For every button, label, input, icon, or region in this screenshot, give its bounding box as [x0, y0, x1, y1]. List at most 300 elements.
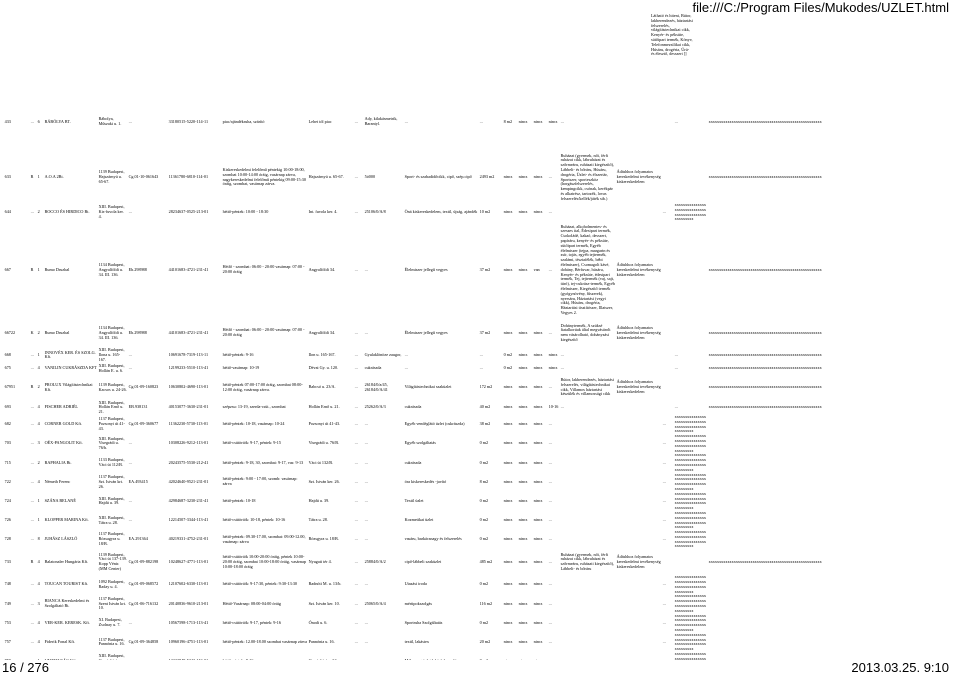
table-row — [4, 203, 949, 222]
table-cell: 668 — [4, 351, 11, 357]
table-cell: ... — [364, 459, 368, 465]
table-cell: héttő-péntek: 9-18, 30, szombat: 9-17, vas: 9-13 — [222, 459, 304, 465]
table-cell: nincs — [548, 118, 558, 124]
table-cell: 67951 — [4, 384, 16, 390]
table-cell: PROLUX Világítástechnikai Kft. — [44, 381, 93, 392]
table-cell: 1 — [37, 497, 40, 503]
table-cell: Cg.01-06-716132 — [128, 600, 159, 606]
table-cell: XIII. Budapest, Hajdú u. 39. — [98, 495, 125, 506]
table-cell: 1134 Budapest, Angyalföldi u. 34. III. 136. — [98, 324, 125, 340]
table-cell: 6 — [37, 118, 40, 124]
table-cell: ... — [354, 266, 358, 272]
table-cell — [662, 92, 674, 152]
table-cell: xxxxxxxxxxxxxxxxxxxxxxxxxxxxxxxxxxxxxxxxxxxxxxxxxxxxxx — [674, 203, 706, 222]
table-cell: ... — [364, 619, 368, 625]
table-cell: 0 m2 — [479, 536, 489, 542]
table-cell: Textil üzlet — [404, 497, 424, 503]
table-cell: 10248627-4771-113-01 — [168, 558, 209, 564]
table-cell: 0 m2 — [503, 351, 513, 357]
table-cell: ... — [30, 459, 34, 465]
table-cell — [560, 453, 616, 472]
table-cell: ... — [662, 517, 666, 523]
table-cell: nincs — [533, 478, 543, 484]
table-cell: nincs — [518, 404, 528, 410]
table-cell — [616, 492, 662, 511]
table-cell: 675 — [4, 365, 11, 371]
table-row — [4, 614, 949, 633]
table-cell: xxxxxxxxxxxxxxxxxxxxxxxxxxxxxxxxxxxxxxxxxxxxxxxxxxxxxx — [674, 575, 706, 594]
table-cell — [616, 363, 662, 375]
table-cell — [533, 652, 548, 660]
table-cell: Cg.01-09-360677 — [128, 421, 159, 427]
table-cell: nincs — [503, 639, 513, 645]
table-cell: nincs — [518, 459, 528, 465]
table-cell: nincs — [503, 517, 513, 523]
table-cell — [4, 652, 30, 660]
table-cell: héttő-csütörtök: 9-17, péntek: 9-16 — [222, 619, 281, 625]
table-cell: xxxxxxxxxxxxxxxxxxxxxxxxxxxxxxxxxxxxxxxxxxxxxxxxxxxxxx — [708, 384, 822, 390]
table-cell: Dévai Gy. u. 120. — [308, 365, 339, 371]
table-cell: INNOVÉX KER. ÉS SZOLG. Kft. — [44, 349, 96, 360]
table-cell: Élelmiszer jellegű vegyes — [404, 329, 448, 335]
table-cell — [616, 511, 662, 530]
table-cell: ... — [404, 118, 408, 124]
table-cell: ... — [30, 118, 34, 124]
table-cell: 2 — [37, 329, 40, 335]
table-cell: héttő-péntek: 09.30-17.00, szombat: 09.00-12.00, vasárnap: zárva — [222, 533, 306, 544]
table-cell: ... — [662, 497, 666, 503]
table-cell: 10630802-4690-113-01 — [168, 384, 209, 390]
table-cell: Lehet tól piac — [308, 118, 332, 124]
table-cell: 4 — [37, 478, 40, 484]
table-cell: ... — [662, 600, 666, 606]
table-cell: Bútor, lakberendezés, háztartási felszerelés, világítástechnikai cikk, Villamos háztartási készülék és villamossági cikk — [560, 376, 614, 397]
table-cell: xxxxxxxxxxxxxxxxxxxxxxxxxxxxxxxxxxxxxxxxxxxxxxxxxxxxxx — [708, 351, 822, 357]
table-cell — [354, 652, 364, 660]
table-cell: nincs — [518, 365, 528, 371]
table-cell: xxxxxxxxxxxxxxxxxxxxxxxxxxxxxxxxxxxxxxxxxxxxxxxxxxxxxx — [674, 434, 706, 453]
table-cell: 11362230-5730-113-01 — [168, 421, 209, 427]
table-cell: 726 — [4, 517, 11, 523]
file-path-header: file:///C:/Program Files/Mukodes/UZLET.html — [692, 0, 949, 15]
table-cell: xxxxxxxxxxxxxxxxxxxxxxxxxxxxxxxxxxxxxxxxxxxxxxxxxxxxxx — [708, 365, 822, 371]
table-cell: 749 — [4, 600, 11, 606]
table-cell: Angyalföldi 34. — [308, 266, 336, 272]
table-cell: nincs — [518, 174, 528, 180]
table-cell: Héttő-Vasárnap: 08:00-04:00 óráig — [222, 600, 281, 606]
table-cell: 3 — [37, 600, 40, 606]
print-datetime: 2013.03.25. 9:10 — [851, 660, 949, 675]
table-row — [4, 92, 949, 152]
table-cell — [503, 652, 518, 660]
table-cell: ... — [354, 459, 358, 465]
table-cell — [662, 222, 674, 318]
table-cell — [662, 401, 674, 415]
table-cell: ... — [662, 209, 666, 215]
table-cell: 757 — [4, 639, 11, 645]
table-cell: Ruházat, alkoholmentes- és szeszes ital, Édesipari termék, Csokoládé, kakaó, desszert, papíráru, kenyér- és péksüte, sütőipari termék, Egyéb élelmiszer (tejpa, margarin és zsír, tojás, egyéb tejtermék, szalámi, tésztafélék, bébi élelmiszer), Csomagolt kávé, dohány, Bérfuvar, húsáru, Kenyér- és péksüte, édesipari termék, Tej, tejtermék (vaj, sajt, túró), tej-cukrász-termék, Egyéb élelmiszer, Kiegészítő termék (gyógynövény, fűszerek), nyersáru, Háztartási (vegyi cikk), Húsáru, drogéria, Háztartási tisztítószer, Illatszer, Vegyes 2. — [560, 223, 616, 315]
table-cell: ... — [128, 517, 132, 523]
table-cell: Angyalföldi 34. — [308, 329, 336, 335]
table-cell: Rózsgyra u. 18/B. — [308, 536, 339, 542]
table-cell: nincs — [503, 600, 513, 606]
table-cell — [479, 652, 503, 660]
table-cell: nincs — [533, 209, 543, 215]
table-cell: 2493 m2 — [479, 174, 495, 180]
top-fragment-text: Látható és hiteni, Bútor, lakberendezés, háztartási felszerelés, világítástechnikai cikk, Kenyér- és péksüte, sütőipari termék, Könyv, Telefonmezsilikai cikk, Húsáru, drogéria, Ürü- és élesztő, desszert [] — [651, 13, 693, 57]
table-row — [4, 530, 949, 549]
table-cell: 40 m2 — [479, 404, 491, 410]
table-cell: Váci út 132/B. — [308, 459, 334, 465]
table-row — [4, 434, 949, 453]
table-row — [4, 415, 949, 434]
table-cell: Babcsó u. 23/A. — [308, 384, 336, 390]
table-cell: Szt. István ker. 10. — [308, 600, 340, 606]
table-cell: Sportruha Szolgáltatás — [404, 619, 443, 625]
table-cell: Hajdú u. 39. — [308, 497, 330, 503]
table-cell — [674, 152, 708, 203]
table-cell: Hétfő - szombat: 06:00 - 20:00 vasárnap: 07:00 - 20:00 óráig — [222, 327, 305, 338]
table-cell: 10567598-1713-113-41 — [168, 619, 209, 625]
table-cell: ... — [128, 209, 132, 215]
table-cell: ... — [30, 209, 34, 215]
table-cell: nincs — [503, 404, 513, 410]
table-cell: 20140836-9610-213-01 — [168, 600, 209, 606]
table-cell: Világítástechnikai szaküzlet — [404, 384, 452, 390]
table-cell: Élelmiszer jellegű vegyes — [404, 266, 448, 272]
table-cell: 10960196-4751-113-01 — [168, 639, 209, 645]
table-cell: 0 m2 — [503, 365, 513, 371]
table-cell: Fiderik Fonal Kft. — [44, 639, 75, 645]
table-cell: ... — [354, 404, 358, 410]
table-cell: RAPHALIA Bt. — [44, 459, 72, 465]
table-cell: 10 m2 — [479, 209, 491, 215]
table-cell: ... — [30, 404, 34, 410]
table-cell: XIII. Budapest, Visegrádi u. 76/b. — [98, 435, 125, 451]
table-cell: nincs — [533, 329, 543, 335]
table-cell: XIII. Budapest, Ilona u. 165-167. — [98, 348, 125, 362]
table-cell — [560, 415, 616, 434]
table-cell — [616, 348, 662, 362]
table-cell: ... — [30, 536, 34, 542]
table-cell: ... — [560, 351, 564, 357]
table-cell — [616, 473, 662, 492]
table-cell: cukrászda — [364, 365, 382, 371]
table-cell — [674, 375, 708, 401]
table-cell: nincs — [503, 478, 513, 484]
table-cell: Cg.01-10-061643 — [128, 174, 159, 180]
table-row — [4, 549, 949, 575]
table-cell: R — [30, 384, 34, 390]
table-cell: nincs — [533, 365, 543, 371]
table-cell: nincs — [533, 581, 543, 587]
table-cell: nincs — [503, 440, 513, 446]
table-cell — [662, 318, 674, 348]
table-cell: xxxxxxxxxxxxxxxxxxxxxxxxxxxxxxxxxxxxxxxxxxxxxxxxxxxxxx — [674, 594, 706, 613]
table-cell: 8 m2 — [479, 478, 489, 484]
table-cell: 25106/0/A/8 — [364, 209, 386, 215]
table-cell: ... — [354, 536, 358, 542]
table-cell: Eb.298988 — [128, 266, 147, 272]
table-cell — [662, 549, 674, 575]
table-cell: ... — [548, 478, 552, 484]
table-cell: ... — [548, 440, 552, 446]
table-cell: nincs — [518, 600, 528, 606]
table-cell: nincs — [533, 118, 543, 124]
table-cell: XI. Budapest, Zsolnay u. 7. — [98, 617, 122, 628]
table-cell: 0 m2 — [479, 459, 489, 465]
table-row — [4, 401, 949, 415]
table-cell: K — [30, 329, 34, 335]
table-cell: ... — [30, 619, 34, 625]
table-cell: 693 — [4, 404, 11, 410]
table-cell: 703 — [4, 440, 11, 446]
table-cell: XIII. Budapest, Kis-fuvola ker. 4. — [98, 204, 125, 219]
table-cell: ... — [548, 619, 552, 625]
table-cell: Sport- és szabadidőcikk, cipő, szép.cipő — [404, 174, 472, 180]
table-cell: 4 — [37, 365, 40, 371]
table-cell: nincs — [548, 365, 558, 371]
table-cell: JUHÁSZ LÁSZLÓ — [44, 536, 78, 542]
table-cell: 10691678-7319-113-11 — [168, 351, 209, 357]
table-cell: xxxxxxxxxxxxxxxxxxxxxxxxxxxxxxxxxxxxxxxxxxxxxxxxxxxxxx — [674, 414, 706, 434]
table-cell: ... — [354, 478, 358, 484]
table-cell — [662, 152, 674, 203]
table-cell — [616, 575, 662, 594]
table-cell: Rábolya, Műszaki u. 1. — [98, 116, 122, 126]
table-cell: szépzsu: 13-19, szerda-csüt., szombat — [222, 404, 286, 410]
table-cell: Radnóti M. u. 13/b. — [308, 581, 342, 587]
table-cell: nincs — [518, 266, 528, 272]
table-cell: nincs — [518, 639, 528, 645]
table-cell — [560, 434, 616, 453]
table-cell: VANILIN CUKRÁSZDA KFT — [44, 365, 97, 371]
table-cell: 10-16 — [548, 404, 559, 410]
table-cell: 1137 Budapest, Rózsagyra u. 18/B. — [98, 531, 125, 547]
table-cell: Utazási iroda — [404, 581, 427, 587]
table-cell: 4 — [37, 619, 40, 625]
table-cell: ... — [662, 619, 666, 625]
table-cell: nincs — [518, 421, 528, 427]
table-cell: cukrászda — [404, 459, 422, 465]
table-cell: 1139 Budapest, Hajszárnyú u. 65-67. — [98, 169, 125, 184]
table-cell: 66722 — [4, 329, 16, 335]
table-cell: A.O.A 2Bt. — [44, 174, 64, 180]
table-cell: CORNER GOLD Kft. — [44, 421, 82, 427]
table-cell — [616, 434, 662, 453]
table-cell: ... — [662, 536, 666, 542]
table-cell: Pannónia u. 16. — [308, 639, 335, 645]
table-cell: ... — [364, 266, 368, 272]
table-cell: ... — [30, 440, 34, 446]
table-cell: héttő-péntek: 10-18, vasárnap: 10-24 — [222, 421, 285, 427]
table-cell: ... — [30, 600, 34, 606]
table-cell: 8 m2 — [503, 118, 513, 124]
table-cell: xxxxxxxxxxxxxxxxxxxxxxxxxxxxxxxxxxxxxxxxxxxxxxxxxxxxxx — [708, 329, 822, 335]
table-row — [4, 348, 949, 362]
table-cell: XIII. Budapest, Tátra u. 28. — [98, 514, 125, 525]
table-cell: 748 — [4, 581, 11, 587]
table-cell: cukrászda — [404, 404, 422, 410]
table-cell: Németh Ferenc — [44, 478, 71, 484]
table-cell: xxxxxxxxxxxxxxxxxxxxxxxxxxxxxxxxxxxxxxxxxxxxxxxxxxxxxx — [674, 632, 706, 652]
table-cell: 42984687-3230-231-41 — [168, 497, 209, 503]
table-cell: nincs — [503, 536, 513, 542]
shop-register-table — [4, 92, 949, 660]
table-cell: 12199233-5510-113-41 — [168, 365, 209, 371]
table-cell — [560, 530, 616, 549]
table-cell: ... — [560, 404, 564, 410]
table-cell: mértipokszolgás — [404, 600, 433, 606]
table-cell — [560, 614, 616, 633]
table-row — [4, 453, 949, 472]
table-cell: EA.291364 — [128, 536, 148, 542]
table-cell: nincs — [518, 581, 528, 587]
table-cell: Eb.298988 — [128, 329, 147, 335]
table-cell: 44101683-4721-231-41 — [168, 329, 209, 335]
table-cell — [616, 594, 662, 613]
table-cell: xxxxxxxxxxxxxxxxxxxxxxxxxxxxxxxxxxxxxxxxxxxxxxxxxxxxxx — [674, 613, 706, 633]
table-cell: ... — [30, 421, 34, 427]
table-cell: ... — [354, 558, 358, 564]
table-cell: xxxxxxxxxxxxxxxxxxxxxxxxxxxxxxxxxxxxxxxxxxxxxxxxxxxxxx — [674, 510, 706, 530]
table-cell: EA.493415 — [128, 478, 148, 484]
table-cell: 4 — [37, 421, 40, 427]
table-cell: Ady, kilakásmetrik, Barantyl. — [364, 116, 398, 126]
table-cell — [560, 652, 616, 660]
table-row — [4, 652, 949, 660]
table-cell: héttő-csütörtök: 9-17, péntek: 9-15 — [222, 440, 281, 446]
table-cell — [560, 575, 616, 594]
table-cell — [616, 453, 662, 472]
table-cell: 37 m2 — [479, 329, 491, 335]
table-cell — [674, 222, 708, 318]
table-cell: xxxxxxxxxxxxxxxxxxxxxxxxxxxxxxxxxxxxxxxxxxxxxxxxxxxxxx — [674, 530, 706, 549]
table-row — [4, 363, 949, 375]
table-cell — [518, 652, 533, 660]
table-cell: Ruházat (gyermek, női, férfi ruházat cikk, lábruházat és szőrmeáru, ruházati kiegészítő), Lábbeli- és bőráru, Húsáru, drogéria, Üzlet- és élszertár, Sportszer, sporteszköz (horgászfelszerelés, kempingcikk, csónak, kerékpár és alkatrész, tartozék, lovas felszerelés/kellék/játék stb.) — [560, 152, 615, 201]
table-cell: nincs — [533, 440, 543, 446]
table-cell: 26184/0/a/45, 26184/0/A/41 — [364, 381, 388, 392]
table-cell: nincs — [503, 459, 513, 465]
table-cell: XIII. Budapest, — [98, 653, 125, 659]
table-cell: Cg.01-09-068572 — [128, 581, 159, 587]
table-cell: nincs — [533, 639, 543, 645]
table-cell — [548, 652, 560, 660]
table-cell: Egyéb vendéglátó üzlet (cukrászda) — [404, 421, 465, 427]
table-cell: ... — [548, 266, 552, 272]
table-cell: nincs — [518, 384, 528, 390]
table-cell: nincs — [503, 384, 513, 390]
table-cell: ... — [548, 209, 552, 215]
table-cell: 0 m2 — [479, 497, 489, 503]
table-cell: ... — [662, 581, 666, 587]
table-cell: ... — [364, 497, 368, 503]
table-cell: Ónodi u. 6. — [308, 619, 328, 625]
table-cell: nincs — [533, 174, 543, 180]
table-cell — [616, 652, 662, 660]
table-cell: 1 — [37, 351, 40, 357]
table-cell: nincs — [533, 536, 543, 542]
table-cell: VER-KER. KERESK. Kft. — [44, 619, 90, 625]
table-cell: ... — [364, 536, 368, 542]
table-cell: nincs — [533, 421, 543, 427]
table-cell — [560, 492, 616, 511]
table-cell: Ádáshhoz folyamatos kereskedelmi tevékenység kiskereskedelem — [616, 261, 661, 277]
table-cell: ... — [354, 619, 358, 625]
table-cell: 0 m2 — [479, 581, 489, 587]
table-cell: xxxxxxxxxxxxxxxxxxxxxxxxxxxxxxxxxxxxxxxxxxxxxxxxxxxxxx — [708, 266, 822, 272]
table-cell: 1137 Budapest, Szt. István krt. 26. — [98, 473, 125, 489]
table-cell — [560, 473, 616, 492]
table-cell: 12214507-3344-113-41 — [168, 517, 209, 523]
table-cell: 733 — [4, 558, 11, 564]
table-cell: ... — [548, 174, 552, 180]
table-cell: nincs — [518, 209, 528, 215]
table-cell: 682 — [4, 421, 11, 427]
table-cell: nincs — [518, 497, 528, 503]
table-cell: 12107602-6330-113-01 — [168, 581, 209, 587]
table-cell: ... — [548, 558, 552, 564]
table-cell: 25884/0/A/2 — [364, 558, 386, 564]
table-cell: KLOPPER MARINA Kft. — [44, 517, 89, 523]
table-cell: 0 m2 — [479, 619, 489, 625]
table-cell: ... — [479, 365, 483, 371]
table-cell: Rumo Druzbal — [44, 329, 70, 335]
table-cell: Hétfő - szombat: 06:00 - 20:00 vasárnap: 07:00 - 20:00 óráig — [222, 264, 305, 275]
table-cell: ... — [674, 404, 678, 410]
table-cell: nincs — [503, 421, 513, 427]
table-cell: Hollán Ernő u. 21. — [308, 404, 340, 410]
table-cell: nincs — [548, 351, 558, 357]
table-cell: 433 — [4, 118, 11, 124]
table-cell — [616, 203, 662, 222]
table-cell: ... — [128, 365, 132, 371]
table-cell: 715 — [4, 459, 11, 465]
table-cell: xxxxxxxxxxxxxxxxxxxxxxxxxxxxxxxxxxxxxxxxxxxxxxxxxxxxxx — [708, 174, 822, 180]
table-cell: FISCHER ADRIÉL — [44, 404, 78, 410]
table-cell: ... — [354, 329, 358, 335]
table-cell: Ádáshhoz folyamatos kereskedelmi tevékenység kiskereskedelem — [616, 379, 661, 394]
table-cell: xxxxxxxxxxxxxxxxxxxxxxxxxxxxxxxxxxxxxxxxxxxxxxxxxxxxxx — [674, 472, 706, 491]
table-cell — [560, 203, 616, 222]
table-cell: Ádáshhoz folyamatos kereskedelmi tevékenység kiskereskedelem — [616, 554, 661, 569]
table-cell: nincs — [533, 558, 543, 564]
table-cell: Gyulaklönöze zaugor, — [364, 351, 402, 357]
table-cell: ... — [354, 497, 358, 503]
table-cell: 753 — [4, 619, 11, 625]
table-cell — [560, 594, 616, 613]
table-cell: xxxxxxxxxxxxxxxxxxxxxxxxxxxxxxxxxxxxxxxxxxxxxxxxxxxxxx — [674, 453, 706, 472]
table-cell: 2 — [37, 459, 40, 465]
table-cell: nincs — [518, 619, 528, 625]
table-cell: xxxxxxxxxxxxxxxxxxxxxxxxxxxxxxxxxxxxxxxxxxxxxxxxxxxxxx — [674, 491, 706, 511]
table-cell: 1 — [37, 174, 40, 180]
table-cell: 3 — [37, 440, 40, 446]
table-cell: 40153077-3630-231-01 — [168, 404, 209, 410]
table-cell: ... — [560, 365, 564, 371]
table-cell: cipő-lábbeli szaküzlet — [404, 558, 442, 564]
table-cell: 1137 Budapest, Pannónia u. 16. — [98, 636, 125, 647]
table-cell: ... — [364, 440, 368, 446]
table-cell: Cg.01-09-882198 — [128, 558, 159, 564]
table-cell: xxxxxxxxxxxxxxxxxxxxxxxxxxxxxxxxxxxxxxxxxxxxxxxxxxxxxx — [708, 558, 822, 564]
table-cell: SZÁNA BELANÉ — [44, 497, 76, 503]
table-cell: ... — [662, 440, 666, 446]
table-cell — [662, 363, 674, 375]
table-cell: nincs — [503, 497, 513, 503]
table-cell — [308, 652, 354, 660]
